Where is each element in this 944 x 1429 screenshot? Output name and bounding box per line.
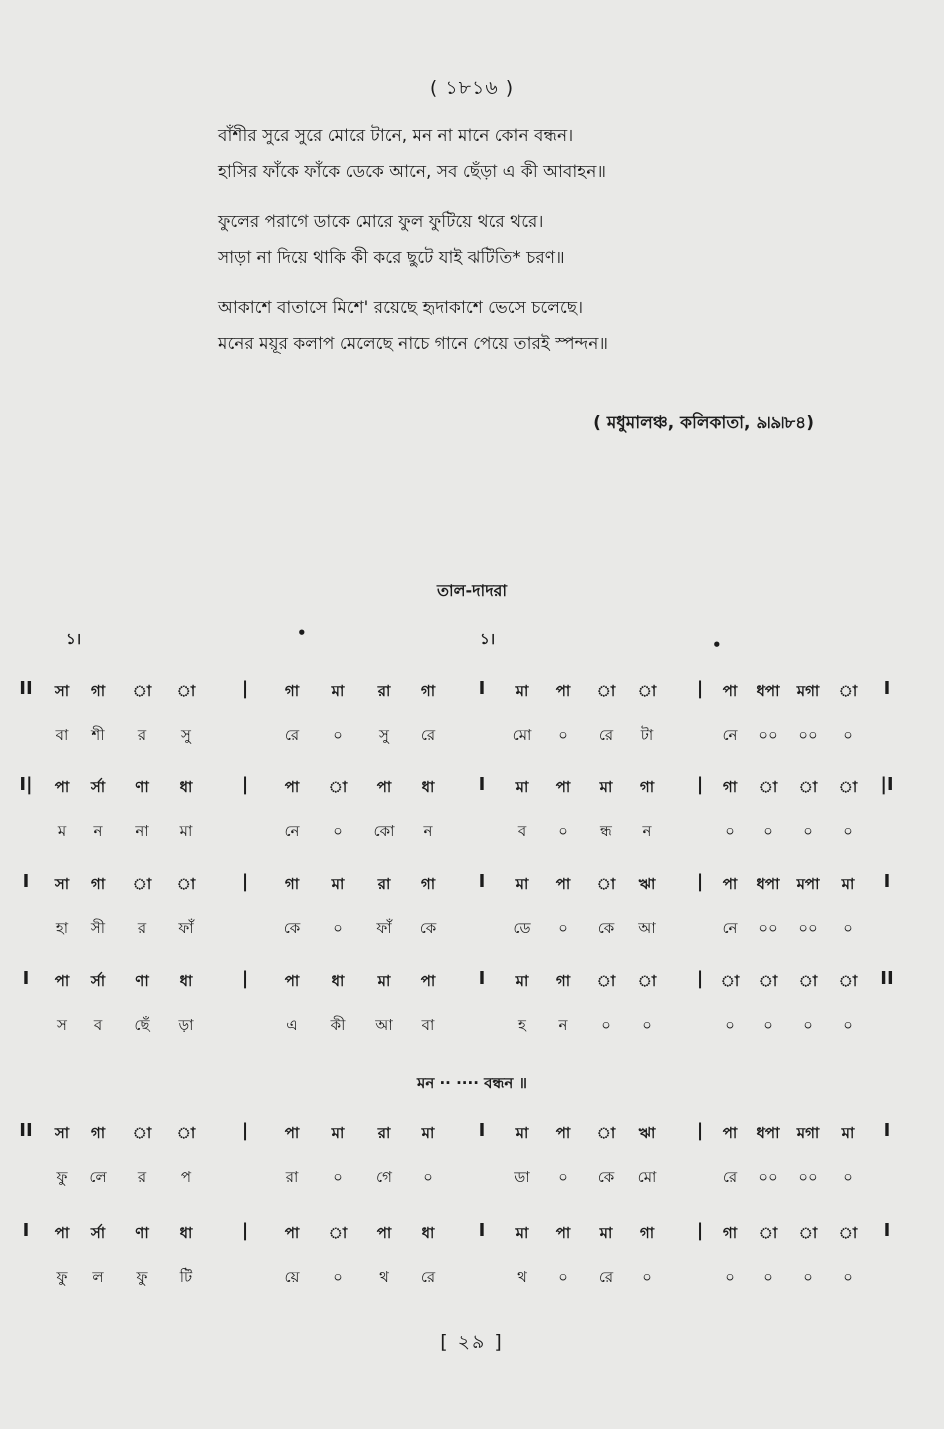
- swara-note: পা: [722, 682, 738, 700]
- lyric-syllable: ন্ধ: [600, 822, 612, 840]
- swara-note: া: [176, 1124, 196, 1142]
- swara-note: গা: [722, 1224, 738, 1242]
- row-open-bar: II: [19, 678, 33, 699]
- swara-note: া: [798, 1224, 818, 1242]
- swara-note: পা: [420, 972, 436, 990]
- swara-note: পা: [555, 1224, 571, 1242]
- bar-line: I: [478, 1120, 486, 1141]
- swara-note: ণা: [135, 1224, 149, 1242]
- swara-note: সা: [54, 1124, 70, 1142]
- lyric-syllable: র: [137, 1168, 147, 1186]
- lyric-syllable: শী: [91, 726, 105, 744]
- swara-note: া: [838, 682, 858, 700]
- lyric-syllable: ০: [558, 726, 568, 744]
- swara-note: ণা: [135, 972, 149, 990]
- bar-line: I: [478, 871, 486, 892]
- swara-note: র্সা: [90, 1224, 106, 1242]
- lyric-syllable: ফাঁ: [178, 919, 194, 937]
- swara-note: গা: [90, 875, 106, 893]
- lyric-syllable: ০: [333, 822, 343, 840]
- lyric-syllable: ০: [423, 1168, 433, 1186]
- lyric-line: আকাশে বাতাসে মিশে' রয়েছে হৃদাকাশে ভেসে চলেছে।: [218, 298, 584, 318]
- lyric-syllable: ০: [803, 822, 813, 840]
- swara-note: মা: [515, 1224, 529, 1242]
- row-close-bar: I: [883, 678, 891, 699]
- lyric-syllable: ন: [558, 1016, 568, 1034]
- lyric-syllable: থ: [517, 1268, 527, 1286]
- lyric-syllable: কে: [597, 919, 615, 937]
- lyric-syllable: ০: [601, 1016, 611, 1034]
- lyric-syllable: লে: [89, 1168, 107, 1186]
- lyric-syllable: ০: [763, 1268, 773, 1286]
- swara-note: গা: [722, 778, 738, 796]
- lyric-syllable: ফু: [136, 1268, 148, 1286]
- swara-note: মা: [841, 875, 855, 893]
- lyric-syllable: রে: [598, 1268, 614, 1286]
- swara-note: রা: [377, 875, 391, 893]
- lyric-syllable: ০: [763, 1016, 773, 1034]
- swara-note: পা: [284, 1224, 300, 1242]
- swara-note: ধপা: [756, 875, 780, 893]
- lyric-syllable: ন: [93, 822, 103, 840]
- lyric-syllable: ০০: [758, 1168, 778, 1186]
- swara-note: ঋা: [638, 1124, 656, 1142]
- lyric-syllable: ০: [725, 822, 735, 840]
- row-open-bar: I: [22, 968, 30, 989]
- lyric-syllable: ০: [558, 822, 568, 840]
- lyric-syllable: ০: [725, 1268, 735, 1286]
- swara-note: া: [798, 778, 818, 796]
- bar-line: |: [696, 871, 704, 892]
- lyric-syllable: ০: [843, 1168, 853, 1186]
- swara-note: গা: [90, 682, 106, 700]
- lyric-syllable: ০: [558, 1268, 568, 1286]
- lyric-syllable: ০: [843, 1016, 853, 1034]
- swara-note: পা: [54, 972, 70, 990]
- swara-note: মপা: [796, 875, 820, 893]
- bar-line: |: [241, 678, 249, 699]
- swara-note: া: [132, 1124, 152, 1142]
- swara-note: মা: [421, 1124, 435, 1142]
- lyric-line: মনের ময়ূর কলাপ মেলেছে নাচে গানে পেয়ে তারই স্পন্দন॥: [218, 334, 608, 354]
- swara-note: পা: [722, 875, 738, 893]
- lyric-syllable: না: [135, 822, 149, 840]
- source-citation: ( মধুমালঞ্চ, কলিকাতা, ৯৷৯৷৮৪): [593, 413, 814, 433]
- swara-note: া: [596, 875, 616, 893]
- lyric-syllable: ০: [333, 1168, 343, 1186]
- lyric-line: হাসির ফাঁকে ফাঁকে ডেকে আনে, সব ছেঁড়া এ কী আবাহন॥: [218, 162, 607, 182]
- swara-note: পা: [54, 1224, 70, 1242]
- swara-note: ধা: [179, 1224, 193, 1242]
- swara-note: ঋা: [638, 875, 656, 893]
- row-open-bar: I: [22, 871, 30, 892]
- swara-note: পা: [284, 1124, 300, 1142]
- row-close-bar: I: [883, 1120, 891, 1141]
- page-number: [ ২৯ ]: [440, 1331, 504, 1353]
- lyric-syllable: ছেঁ: [134, 1016, 150, 1034]
- swara-note: গা: [555, 972, 571, 990]
- swara-note: ধা: [179, 778, 193, 796]
- lyric-syllable: সী: [90, 919, 106, 937]
- swara-note: া: [720, 972, 740, 990]
- lyric-syllable: হা: [55, 919, 69, 937]
- lyric-syllable: রে: [722, 1168, 738, 1186]
- lyric-syllable: ০: [763, 822, 773, 840]
- swara-note: মা: [515, 778, 529, 796]
- swara-note: া: [838, 1224, 858, 1242]
- swara-note: ধা: [421, 1224, 435, 1242]
- lyric-syllable: বা: [421, 1016, 435, 1034]
- swara-note: মগা: [796, 1124, 820, 1142]
- swara-note: া: [328, 1224, 348, 1242]
- lyric-syllable: মা: [179, 822, 193, 840]
- lyric-syllable: আ: [375, 1016, 393, 1034]
- lyric-syllable: স: [57, 1016, 67, 1034]
- lyric-syllable: ০: [333, 1268, 343, 1286]
- beat-mark-sam: ১।: [66, 630, 82, 648]
- lyric-syllable: ০: [333, 919, 343, 937]
- lyric-syllable: প: [180, 1168, 192, 1186]
- swara-note: া: [838, 972, 858, 990]
- swara-note: মা: [515, 875, 529, 893]
- tala-heading: তাল-দাদরা: [436, 581, 508, 600]
- lyric-syllable: হ: [518, 1016, 526, 1034]
- refrain-line: মন ·· ···· বন্ধন ॥: [416, 1074, 528, 1092]
- lyric-syllable: কে: [419, 919, 437, 937]
- swara-note: মা: [331, 875, 345, 893]
- swara-note: পা: [284, 972, 300, 990]
- lyric-syllable: ০: [558, 919, 568, 937]
- lyric-syllable: নে: [722, 919, 738, 937]
- lyric-syllable: ডে: [513, 919, 531, 937]
- lyric-syllable: ফু: [56, 1168, 68, 1186]
- lyric-syllable: ০০: [798, 919, 818, 937]
- bar-line: |: [696, 968, 704, 989]
- swara-note: পা: [54, 778, 70, 796]
- swara-note: পা: [376, 1224, 392, 1242]
- beat-mark-khali: •: [712, 636, 722, 654]
- lyric-syllable: ০: [843, 1268, 853, 1286]
- lyric-syllable: রে: [420, 726, 436, 744]
- lyric-syllable: থ: [379, 1268, 389, 1286]
- lyric-syllable: ড়া: [178, 1016, 194, 1034]
- swara-note: গা: [639, 778, 655, 796]
- swara-note: সা: [54, 875, 70, 893]
- swara-note: া: [176, 875, 196, 893]
- lyric-line: সাড়া না দিয়ে থাকি কী করে ছুটে যাই ঝটিতি* চরণ॥: [218, 248, 565, 268]
- lyric-syllable: নে: [722, 726, 738, 744]
- swara-note: া: [176, 682, 196, 700]
- swara-note: গা: [420, 682, 436, 700]
- swara-note: া: [132, 875, 152, 893]
- swara-note: পা: [722, 1124, 738, 1142]
- bar-line: |: [696, 1120, 704, 1141]
- swara-note: ধপা: [756, 1124, 780, 1142]
- swara-note: মা: [331, 1124, 345, 1142]
- swara-note: ধা: [179, 972, 193, 990]
- bar-line: |: [696, 678, 704, 699]
- swara-note: পা: [284, 778, 300, 796]
- lyric-syllable: গে: [376, 1168, 392, 1186]
- lyric-syllable: রে: [284, 726, 300, 744]
- swara-note: া: [596, 682, 616, 700]
- lyric-line: ফুলের পরাগে ডাকে মোরে ফুল ফুটিয়ে থরে থরে।: [218, 212, 544, 232]
- lyric-syllable: ০: [642, 1016, 652, 1034]
- swara-note: র্সা: [90, 972, 106, 990]
- lyric-syllable: ০: [642, 1268, 652, 1286]
- bar-line: I: [478, 678, 486, 699]
- lyric-syllable: ০০: [798, 726, 818, 744]
- swara-note: মা: [377, 972, 391, 990]
- swara-note: া: [637, 972, 657, 990]
- lyric-syllable: ল: [92, 1268, 104, 1286]
- lyric-syllable: বা: [55, 726, 69, 744]
- beat-mark-khali: •: [297, 624, 307, 642]
- swara-note: পা: [376, 778, 392, 796]
- swara-note: গা: [90, 1124, 106, 1142]
- bar-line: |: [696, 1220, 704, 1241]
- lyric-syllable: ফু: [56, 1268, 68, 1286]
- row-close-bar: |I: [880, 774, 894, 795]
- lyric-syllable: ০০: [758, 726, 778, 744]
- swara-note: ণা: [135, 778, 149, 796]
- swara-note: গা: [284, 682, 300, 700]
- lyric-syllable: রে: [420, 1268, 436, 1286]
- lyric-syllable: টি: [179, 1268, 193, 1286]
- swara-note: া: [798, 972, 818, 990]
- row-close-bar: I: [883, 1220, 891, 1241]
- lyric-syllable: ০: [843, 919, 853, 937]
- lyric-syllable: ন: [642, 822, 652, 840]
- swara-note: রা: [377, 682, 391, 700]
- lyric-syllable: ০: [558, 1168, 568, 1186]
- bar-line: |: [241, 1120, 249, 1141]
- swara-note: া: [838, 778, 858, 796]
- swara-note: গা: [639, 1224, 655, 1242]
- lyric-syllable: ০: [803, 1268, 813, 1286]
- lyric-syllable: কে: [283, 919, 301, 937]
- swara-note: গা: [284, 875, 300, 893]
- lyric-syllable: সু: [181, 726, 191, 744]
- lyric-syllable: কো: [373, 822, 395, 840]
- lyric-syllable: সু: [379, 726, 389, 744]
- bar-line: |: [241, 871, 249, 892]
- swara-note: মগা: [796, 682, 820, 700]
- swara-note: সা: [54, 682, 70, 700]
- lyric-syllable: আ: [638, 919, 656, 937]
- swara-note: গা: [420, 875, 436, 893]
- lyric-syllable: নে: [284, 822, 300, 840]
- swara-note: মা: [599, 1224, 613, 1242]
- swara-note: মা: [599, 778, 613, 796]
- swara-note: রা: [377, 1124, 391, 1142]
- swara-note: র্সা: [90, 778, 106, 796]
- swara-note: া: [758, 778, 778, 796]
- swara-note: া: [758, 972, 778, 990]
- row-close-bar: I: [883, 871, 891, 892]
- lyric-syllable: ম: [57, 822, 67, 840]
- swara-note: মা: [515, 1124, 529, 1142]
- bar-line: |: [241, 968, 249, 989]
- swara-note: পা: [555, 778, 571, 796]
- swara-note: মা: [515, 972, 529, 990]
- swara-note: া: [596, 972, 616, 990]
- lyric-syllable: টা: [640, 726, 654, 744]
- bar-line: I: [478, 1220, 486, 1241]
- lyric-syllable: ০: [803, 1016, 813, 1034]
- swara-note: মা: [841, 1124, 855, 1142]
- lyric-syllable: ০০: [758, 919, 778, 937]
- lyric-syllable: ব: [517, 822, 527, 840]
- lyric-syllable: ডা: [514, 1168, 530, 1186]
- lyric-syllable: এ: [286, 1016, 298, 1034]
- lyric-syllable: ফাঁ: [376, 919, 392, 937]
- bar-line: |: [696, 774, 704, 795]
- bar-line: I: [478, 968, 486, 989]
- row-open-bar: I: [22, 1220, 30, 1241]
- lyric-syllable: রে: [598, 726, 614, 744]
- lyric-syllable: ব: [93, 1016, 103, 1034]
- beat-mark-sam: ১।: [480, 630, 496, 648]
- swara-note: মা: [331, 682, 345, 700]
- swara-note: া: [637, 682, 657, 700]
- lyric-syllable: রা: [285, 1168, 299, 1186]
- lyric-syllable: ০: [333, 726, 343, 744]
- swara-note: ধপা: [756, 682, 780, 700]
- lyric-syllable: মো: [637, 1168, 657, 1186]
- lyric-syllable: কী: [330, 1016, 346, 1034]
- bar-line: |: [241, 1220, 249, 1241]
- lyric-syllable: ০০: [798, 1168, 818, 1186]
- lyric-syllable: র: [137, 726, 147, 744]
- swara-note: পা: [555, 682, 571, 700]
- bar-line: |: [241, 774, 249, 795]
- lyric-line: বাঁশীর সুরে সুরে মোরে টানে, মন না মানে কোন বন্ধন।: [218, 126, 574, 146]
- swara-note: পা: [555, 875, 571, 893]
- swara-note: ধা: [421, 778, 435, 796]
- lyric-syllable: য়ে: [284, 1268, 300, 1286]
- row-open-bar: I|: [19, 774, 33, 795]
- swara-note: মা: [515, 682, 529, 700]
- row-close-bar: II: [880, 968, 894, 989]
- lyric-syllable: মো: [512, 726, 532, 744]
- swara-note: া: [132, 682, 152, 700]
- swara-note: া: [758, 1224, 778, 1242]
- row-open-bar: II: [19, 1120, 33, 1141]
- lyric-syllable: র: [137, 919, 147, 937]
- lyric-syllable: ০: [843, 726, 853, 744]
- swara-note: া: [328, 778, 348, 796]
- swara-note: পা: [555, 1124, 571, 1142]
- bar-line: I: [478, 774, 486, 795]
- song-number: ( ১৮১৬ ): [429, 77, 515, 99]
- swara-note: ধা: [331, 972, 345, 990]
- swara-note: া: [596, 1124, 616, 1142]
- lyric-syllable: ন: [423, 822, 433, 840]
- lyric-syllable: কে: [597, 1168, 615, 1186]
- lyric-syllable: ০: [725, 1016, 735, 1034]
- lyric-syllable: ০: [843, 822, 853, 840]
